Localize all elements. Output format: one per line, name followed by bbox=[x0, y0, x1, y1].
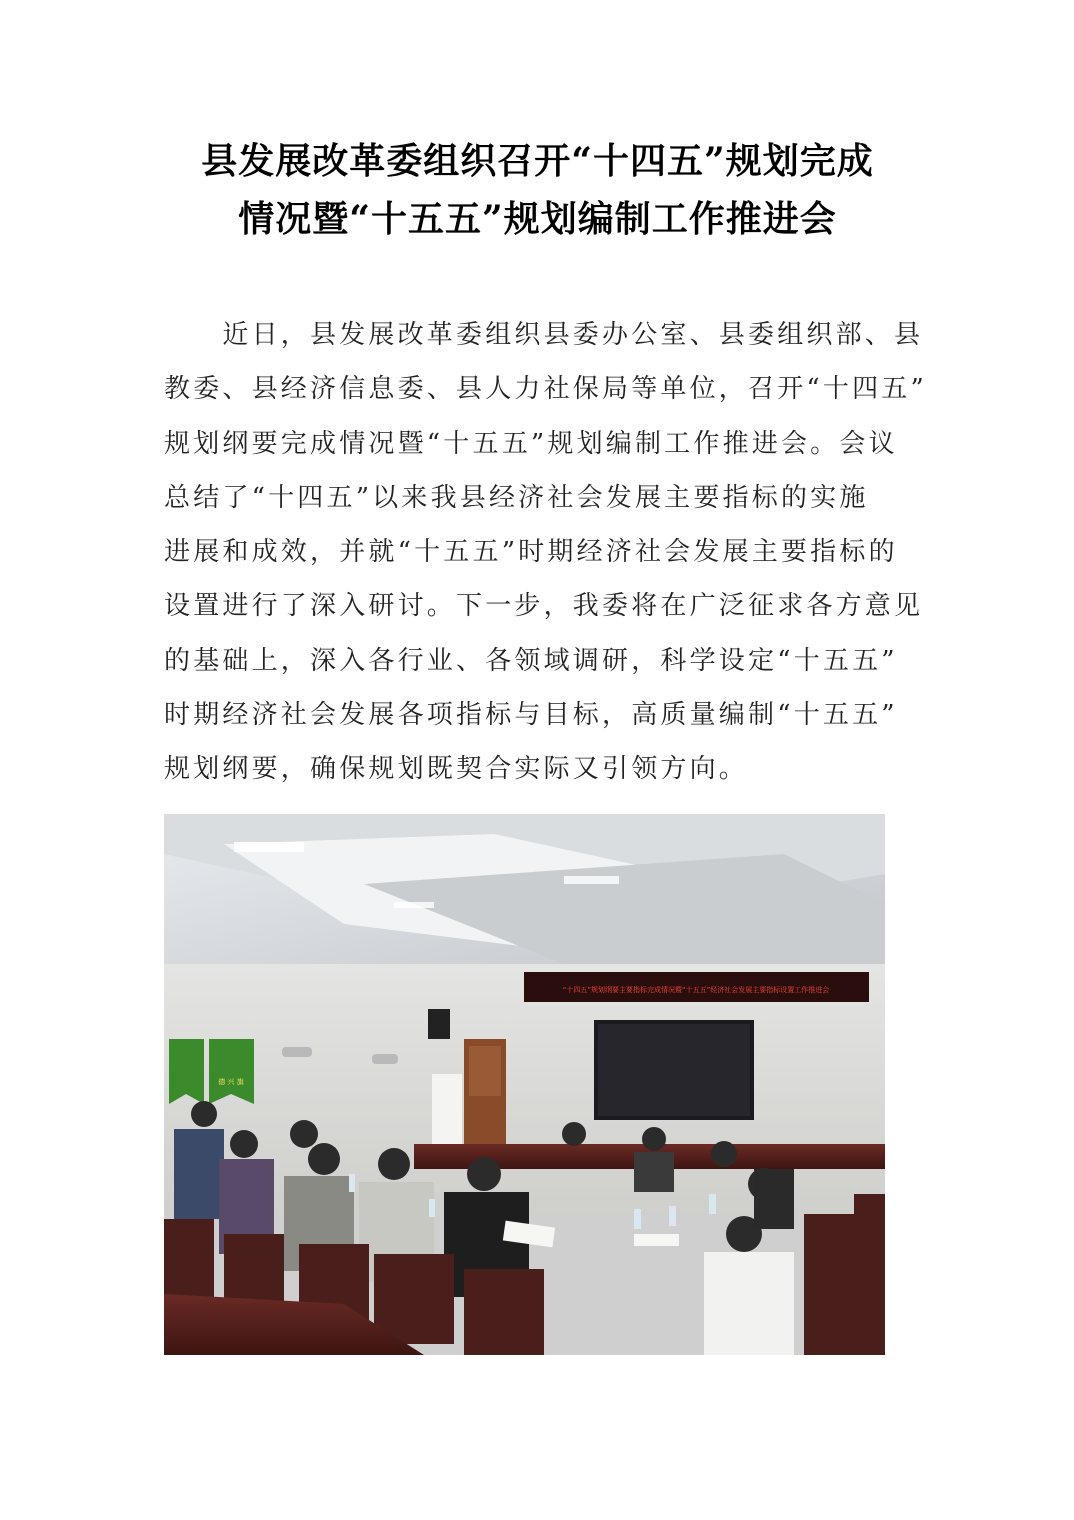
paragraph-line: 的基础上，深入各行业、各领域调研，科学设定“十五五” bbox=[164, 645, 898, 676]
flag-text: 德 兴 旗 bbox=[218, 1078, 244, 1086]
paragraph-line: 进展和成效，并就“十五五”时期经济社会发展主要指标的 bbox=[164, 537, 898, 568]
article-paragraph bbox=[164, 308, 927, 797]
paragraph-line: 近日，县发展改革委组织县委办公室、县委组织部、县 bbox=[164, 320, 924, 350]
page-title bbox=[150, 132, 925, 248]
paragraph-line: 规划纲要，确保规划既契合实际又引领方向。 bbox=[164, 754, 749, 785]
paragraph-line: 总结了“十四五”以来我县经济社会发展主要指标的实施 bbox=[164, 482, 869, 513]
paragraph-line: 教委、县经济信息委、县人力社保局等单位，召开“十四五” bbox=[164, 374, 927, 405]
meeting-photo bbox=[164, 814, 885, 1355]
paragraph-line: 规划纲要完成情况暨“十五五”规划编制工作推进会。会议 bbox=[164, 428, 898, 459]
paragraph-line: 设置进行了深入研讨。下一步，我委将在广泛征求各方意见 bbox=[164, 591, 924, 622]
title-line-2: 情况暨“十五五”规划编制工作推进会 bbox=[238, 198, 837, 240]
paragraph-line: 时期经济社会发展各项指标与目标，高质量编制“十五五” bbox=[164, 700, 898, 731]
title-line-1: 县发展改革委组织召开“十四五”规划完成 bbox=[201, 140, 874, 182]
banner-text: “十四五”规划纲要主要指标完成情况暨“十五五”经济社会发展主要指标设置工作推进会 bbox=[562, 986, 830, 994]
